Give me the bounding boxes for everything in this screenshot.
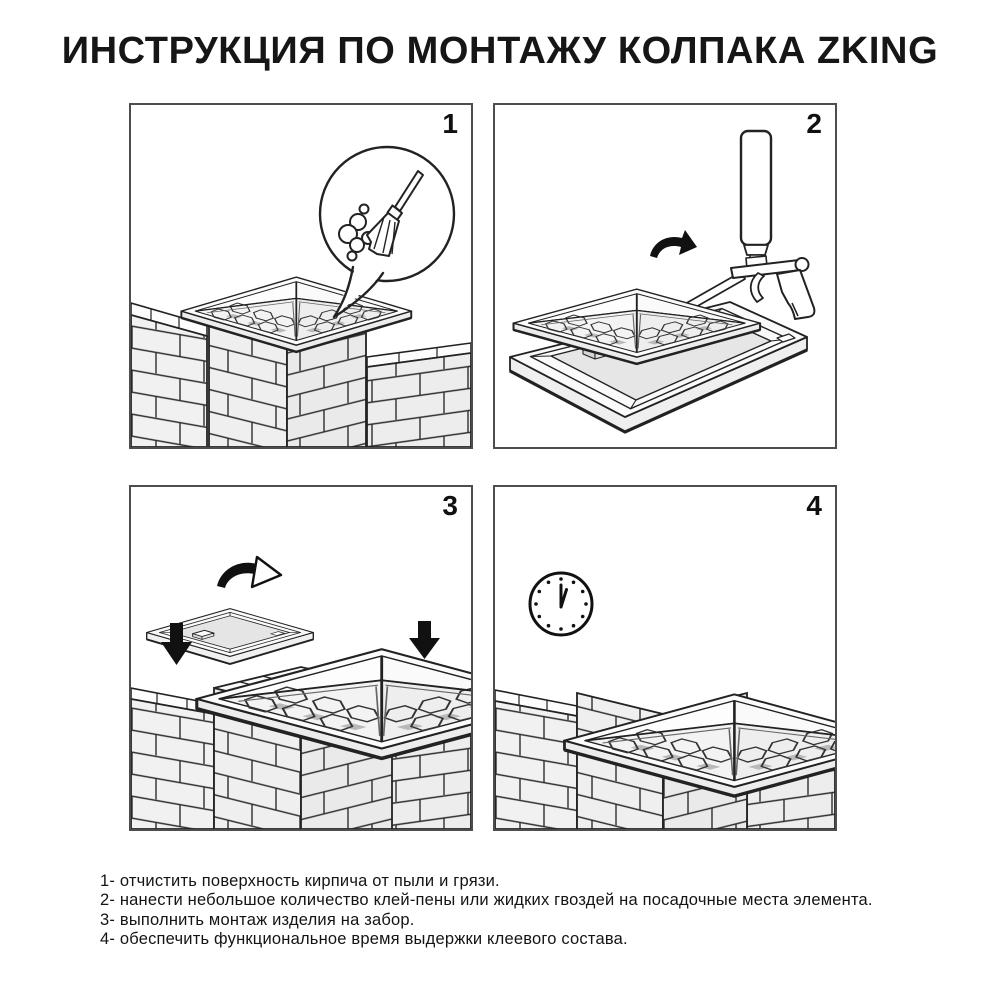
page-title: ИНСТРУКЦИЯ ПО МОНТАЖУ КОЛПАКА ZKING — [61, 30, 939, 72]
clock-icon — [530, 573, 592, 635]
step-panel-3 — [129, 485, 473, 831]
step-panel-1 — [129, 103, 473, 449]
fence-wall-left — [131, 303, 207, 447]
step-number: 3 — [442, 490, 458, 521]
fence-wall-right — [367, 343, 471, 447]
fence-wall-left — [495, 690, 577, 829]
step-number: 1 — [442, 108, 458, 139]
step-1-illustration — [131, 105, 471, 447]
step-panel-2 — [493, 103, 837, 449]
instruction-line: 1- отчистить поверхность кирпича от пыли и грязи. — [100, 872, 500, 890]
instruction-line: 3- выполнить монтаж изделия на забор. — [100, 910, 415, 929]
instruction-line: 2- нанести небольшое количество клей-пены или жидких гвоздей на посадочные места элемента. — [100, 891, 873, 910]
instruction-line: 4- обеспечить функциональное время выдержки клеевого состава. — [100, 930, 628, 949]
step-3-illustration — [131, 487, 471, 829]
step-number: 2 — [806, 108, 822, 139]
down-arrow-icon — [409, 621, 440, 659]
step-number: 4 — [806, 490, 822, 521]
step-4-illustration — [495, 487, 835, 829]
flip-arrow-icon — [650, 230, 697, 258]
foam-canister — [741, 131, 771, 245]
instruction-list — [100, 872, 873, 950]
step-panel-4 — [493, 485, 837, 831]
flip-arrow-icon — [217, 557, 281, 588]
step-2-illustration — [495, 105, 835, 447]
